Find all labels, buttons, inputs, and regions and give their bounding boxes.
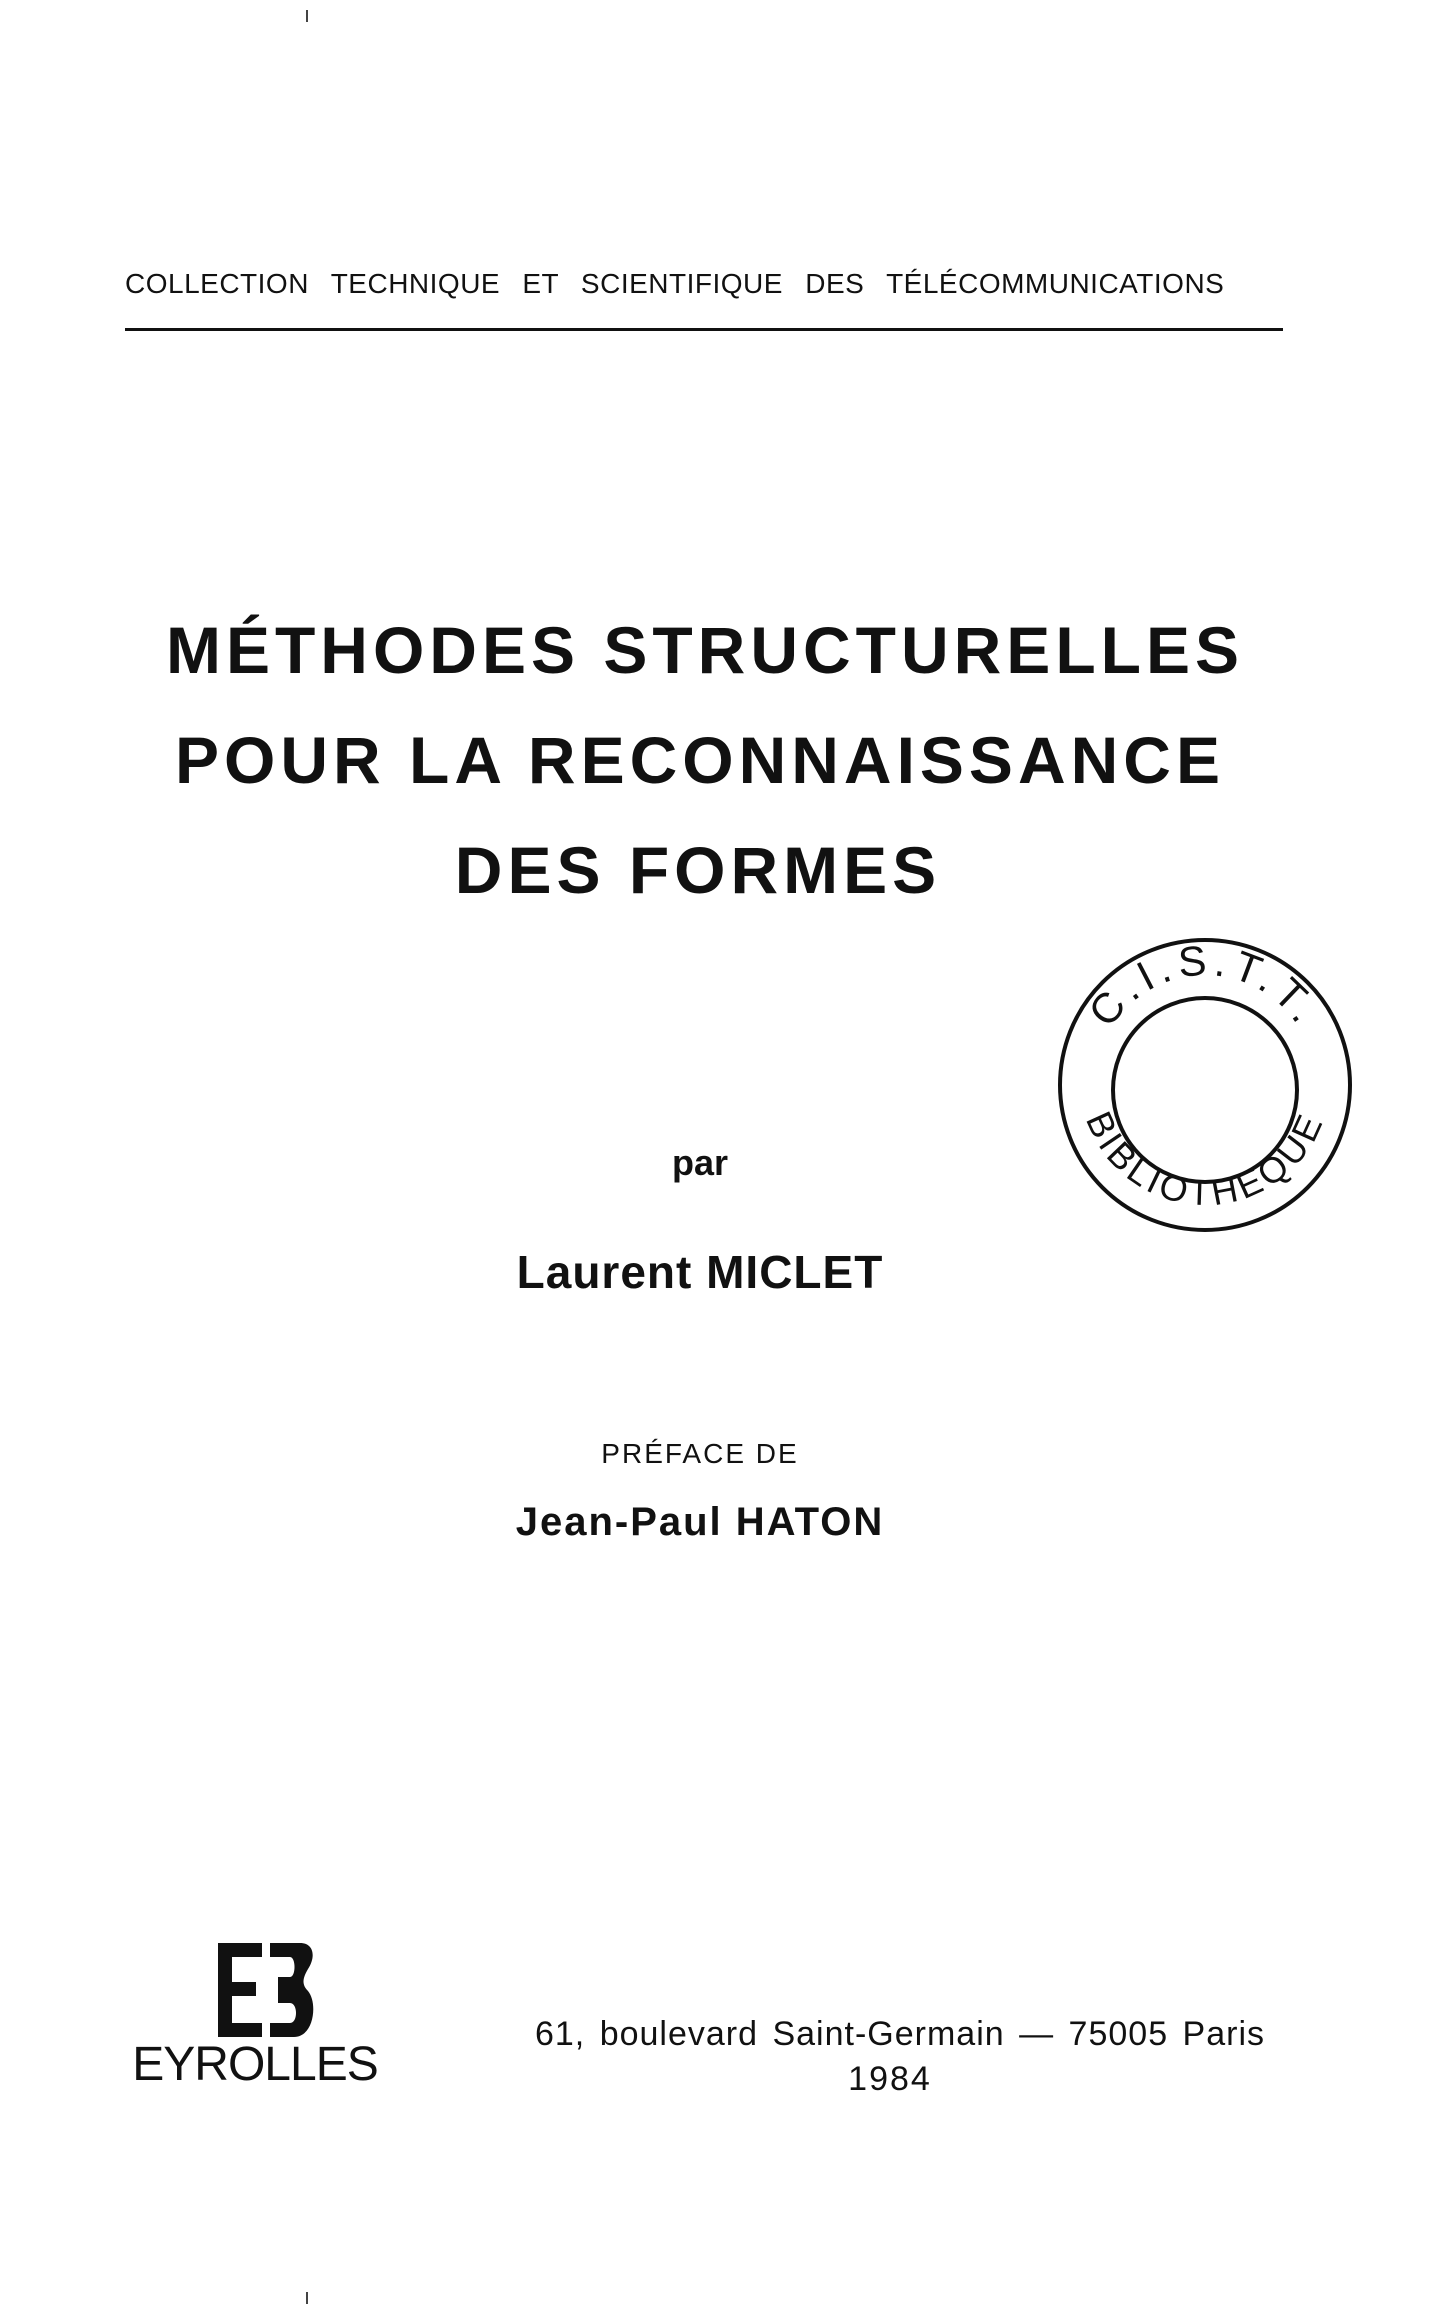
library-stamp-icon [1050,930,1360,1240]
title-line-1: MÉTHODES STRUCTURELLES [165,613,1245,687]
title-line-2: POUR LA RECONNAISSANCE [175,723,1225,797]
eyrolles-logo-icon [190,1935,320,2045]
scan-mark-bottom [306,2292,308,2304]
stamp-bottom-text: BIBLIOTHEQUE [1078,1105,1332,1214]
collection-name: COLLECTION TECHNIQUE ET SCIENTIFIQUE DES TÉLÉCOMMUNICATIONS [125,268,1225,299]
publisher-name: EYROLLES [132,2038,378,2091]
publisher-address: 61, boulevard Saint-Germain — 75005 Paris [534,2015,1266,2053]
header-rule [125,328,1283,331]
byline-par: par [671,1142,729,1183]
preface-label: PRÉFACE DE [601,1438,799,1469]
publication-year: 1984 [848,2060,932,2098]
publisher-logo [110,1935,400,2105]
preface-author: Jean-Paul HATON [515,1500,885,1544]
stamp-top-text: C.I.S.T.T. [1079,936,1332,1036]
author-name: Laurent MICLET [516,1246,884,1298]
title-line-3: DES FORMES [454,833,942,907]
scan-mark-top [306,10,308,22]
